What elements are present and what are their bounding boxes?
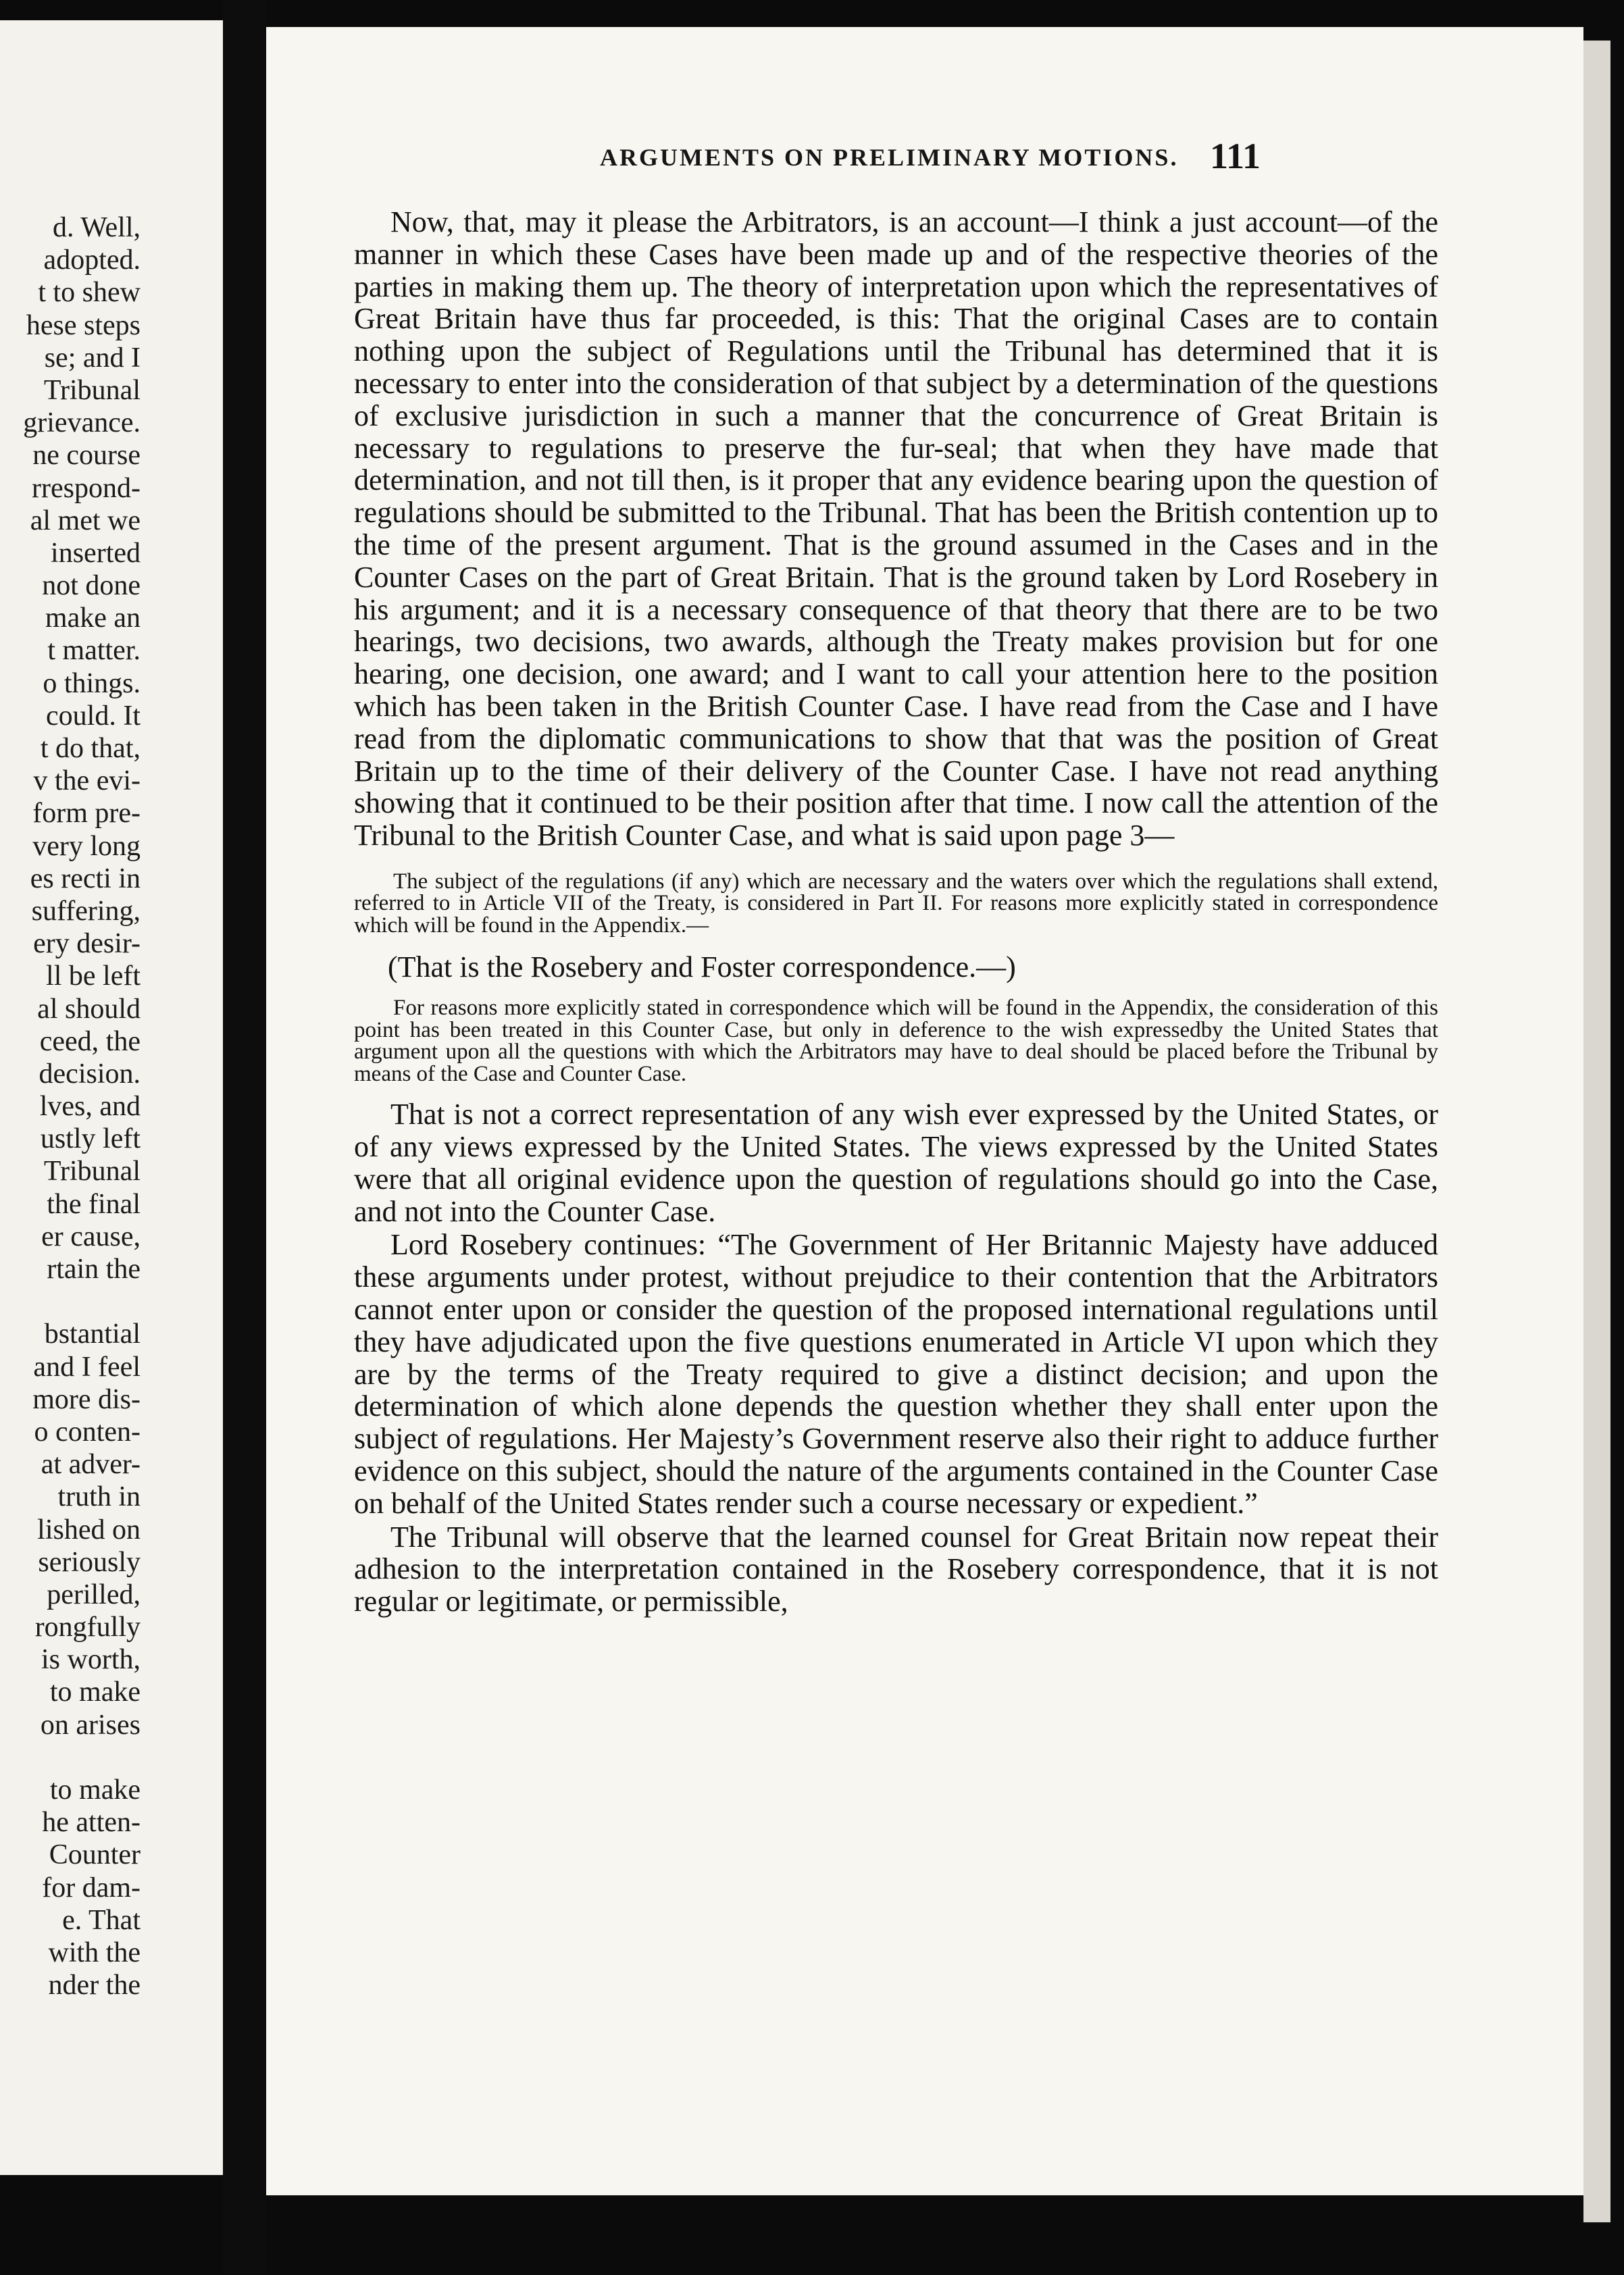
- left-page-line: could. It: [46, 700, 141, 732]
- left-page-line: grievance.: [23, 407, 141, 439]
- left-page-line: t to shew: [38, 277, 141, 309]
- paragraph-rosebery-continues: Lord Rosebery continues: “The Government of Her Britannic Majesty have adduced these arguments under protest, without prejudice to their contention that the Arbitrators cannot enter upon or consider the question of the proposed international regulations until they have adjudicated upon the five questions enumerated in Article VI upon which they are by the terms of the Treaty required to give a distinct decision; and upon the determination of which alone depends the question whether they shall enter upon the subject of regulations. Her Majesty’s Government reserve also their right to adduce further evidence on this subject, should the nature of the arguments contained in the Counter Case on behalf of the United States render such a course necessary or expedient.”: [354, 1228, 1438, 1520]
- left-page-line: for dam-: [42, 1872, 141, 1903]
- left-page-line: and I feel: [33, 1351, 141, 1383]
- left-page-text-column: [0, 211, 141, 2001]
- left-page-blank-line: [0, 1285, 141, 1318]
- left-page-line: form pre-: [32, 798, 141, 829]
- page-edge-shadow: [1583, 41, 1610, 2222]
- left-page-line: to make: [49, 1774, 141, 1806]
- left-page-line: t matter.: [47, 635, 141, 667]
- left-page-line: v the evi-: [33, 765, 141, 797]
- left-page-line: seriously: [38, 1546, 141, 1578]
- left-page-line: nder the: [48, 1970, 141, 2001]
- left-page-line: se; and I: [44, 342, 141, 374]
- left-page-line: al met we: [30, 505, 141, 536]
- left-page-line: inserted: [51, 537, 141, 569]
- block-quote-appendix: For reasons more explicitly stated in correspondence which will be found in the Appendix, the consideration of this point has been treated in this Counter Case, but only in deference to the wish expressedby the United States that argument upon all the questions with which the Arbitrators may have to deal should be placed before the Tribunal by means of the Case and Counter Case.: [354, 996, 1438, 1086]
- left-page-line: rtain the: [47, 1254, 141, 1285]
- left-page-line: ne course: [32, 440, 141, 471]
- left-page-line: o things.: [43, 667, 141, 699]
- left-page-line: adopted.: [43, 245, 141, 276]
- interjection: (That is the Rosebery and Foster correspondence.—): [388, 950, 1016, 984]
- page-number: 111: [1209, 136, 1261, 176]
- left-page-line: suffering,: [31, 895, 141, 927]
- block-quote-counter-case: The subject of the regulations (if any) which are necessary and the waters over which the regulations shall extend, referred to in Article VII of the Treaty, is considered in Part II. For reasons more explicitly stated in correspondence which will be found in the Appendix.—: [354, 869, 1438, 938]
- left-page-line: not done: [42, 570, 141, 602]
- left-page-line: o conten-: [34, 1416, 141, 1448]
- left-page-line: t do that,: [40, 733, 141, 764]
- left-page-line: is worth,: [41, 1644, 141, 1676]
- left-page-line: lished on: [37, 1514, 141, 1545]
- left-facing-page: [0, 20, 223, 2175]
- left-page-line: Tribunal: [43, 1156, 141, 1187]
- paragraph-not-correct: That is not a correct representation of any wish ever expressed by the United States, or of any views expressed by the United States. The views expressed by the United States were that all original evidence upon the question of regulations should go into the Case, and not into the Counter Case.: [354, 1098, 1438, 1228]
- left-page-line: on arises: [40, 1709, 141, 1741]
- left-page-line: rongfully: [34, 1612, 141, 1643]
- left-page-line: he atten-: [42, 1807, 141, 1839]
- left-page-line: the final: [47, 1188, 141, 1220]
- left-page-line: decision.: [39, 1058, 141, 1090]
- left-page-line: e. That: [62, 1904, 141, 1936]
- left-page-line: truth in: [57, 1481, 141, 1513]
- left-page-line: make an: [45, 603, 141, 634]
- running-title: ARGUMENTS ON PRELIMINARY MOTIONS.: [600, 144, 1179, 171]
- left-page-line: more dis-: [32, 1383, 141, 1415]
- paragraph-tribunal-observe: The Tribunal will observe that the learned counsel for Great Britain now repeat their adhesion to the interpretation contained in the Rosebery correspondence, that it is not regular or legitimate, or permissible,: [354, 1520, 1438, 1618]
- left-page-line: bstantial: [44, 1319, 141, 1350]
- left-page-line: Tribunal: [43, 374, 141, 406]
- left-page-line: at adver-: [41, 1449, 141, 1481]
- left-page-line: to make: [49, 1677, 141, 1708]
- left-page-line: ceed, the: [39, 1025, 141, 1057]
- page-body: [354, 206, 1438, 1618]
- left-page-line: rrespond-: [32, 472, 141, 504]
- left-page-line: ustly left: [40, 1123, 141, 1155]
- paragraph-account: Now, that, may it please the Arbitrators, is an account—I think a just account—of the manner in which these Cases have been made up and of the respective theories of the parties in making them up. The theory of interpretation upon which the representatives of Great Britain have thus far proceeded, is this: That the original Cases are to contain nothing upon the subject of Regulations until the Tribunal has determined that it is necessary to enter into the consideration of that subject by a determination of the questions of exclusive jurisdiction in such a manner that the concurrence of Great Britain is necessary to regulations to preserve the fur-seal; that when they have made that determination, and not till then, is it proper that any evidence bearing upon the question of regulations should be submitted to the Tribunal. That has been the British contention up to the time of the present argument. That is the ground assumed in the Cases and in the Counter Cases on the part of Great Britain. That is the ground taken by Lord Rosebery in his argument; and it is a necessary consequence of that theory that there are to be two hearings, two decisions, two awards, although the Treaty makes provision but for one hearing, one decision, one award; and I want to call your attention here to the position which has been taken in the British Counter Case. I have read from the Case and I have read from the diplomatic communications to show that that was the position of Great Britain up to the time of their delivery of the Counter Case. I have not read anything showing that it continued to be their position after that time. I now call the attention of the Tribunal to the British Counter Case, and what is said upon page 3—: [354, 205, 1438, 852]
- left-page-line: Counter: [49, 1839, 141, 1871]
- page-header: [335, 135, 1281, 184]
- left-page-line: hese steps: [26, 309, 141, 341]
- left-page-line: very long: [32, 830, 141, 862]
- left-page-line: ery desir-: [33, 928, 141, 960]
- book-gutter: [223, 0, 266, 2275]
- left-page-line: er cause,: [41, 1221, 141, 1252]
- left-page-line: es recti in: [30, 863, 141, 894]
- left-page-line: al should: [37, 993, 141, 1025]
- left-page-line: d. Well,: [53, 212, 141, 243]
- left-page-line: ll be left: [46, 961, 141, 992]
- left-page-line: lves, and: [39, 1091, 141, 1123]
- left-page-blank-line: [0, 1741, 141, 1774]
- left-page-line: perilled,: [47, 1579, 141, 1610]
- left-page-line: with the: [48, 1937, 141, 1968]
